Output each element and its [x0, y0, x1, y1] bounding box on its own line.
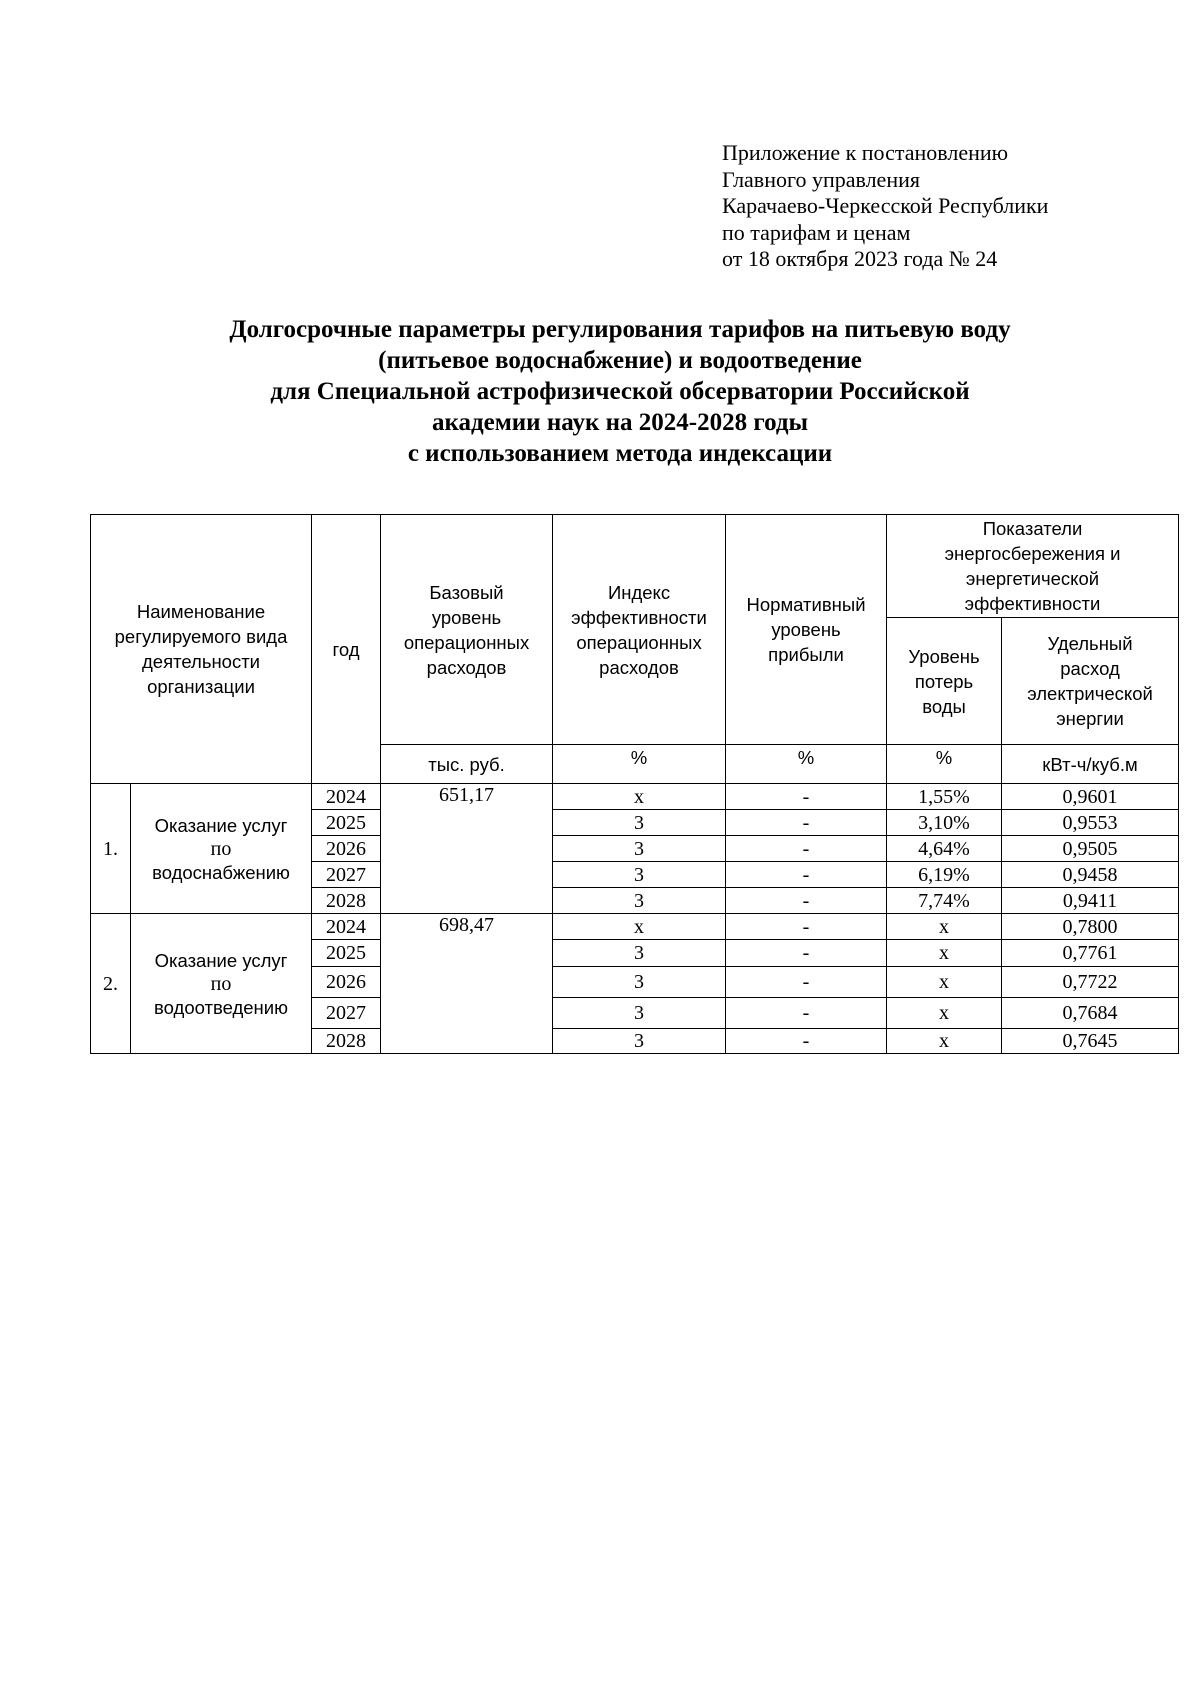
title-line: академии наук на 2024-2028 годы — [431, 409, 809, 436]
activity-name-line: по — [210, 837, 232, 860]
loss-cell: 7,74% — [887, 888, 1002, 914]
profit-cell: - — [726, 836, 887, 862]
activity-name-line: Оказание услуг — [154, 949, 288, 971]
header-base-cost — [381, 515, 553, 745]
header-year — [312, 515, 381, 784]
loss-cell: 1,55% — [887, 784, 1002, 810]
title-line: для Специальной астрофизической обсерватории Российской — [270, 378, 970, 405]
header-base-cost-line: уровень — [431, 606, 502, 628]
unit-electricity: кВт-ч/куб.м — [1002, 745, 1179, 784]
year-cell: 2028 — [312, 1029, 381, 1054]
electricity-cell: 0,7722 — [1002, 967, 1179, 998]
activity-name-line: водоотведению — [154, 996, 288, 1018]
profit-cell: - — [726, 940, 887, 967]
table-row — [91, 784, 1179, 810]
year-cell: 2024 — [312, 914, 381, 940]
annex-line: по тарифам и ценам — [722, 219, 911, 245]
electricity-cell: 0,7645 — [1002, 1029, 1179, 1054]
profit-cell: - — [726, 862, 887, 888]
header-electricity-line: Удельный — [1047, 633, 1133, 654]
loss-cell: х — [887, 967, 1002, 998]
profit-cell: - — [726, 784, 887, 810]
header-energy-group — [887, 515, 1179, 618]
header-profit-line: уровень — [771, 619, 841, 640]
header-electricity — [1002, 618, 1179, 745]
row-number: 2. — [91, 914, 131, 1054]
electricity-cell: 0,7684 — [1002, 998, 1179, 1029]
electricity-cell: 0,7761 — [1002, 940, 1179, 967]
profit-cell: - — [726, 810, 887, 836]
title-line: (питьевое водоснабжение) и водоотведение — [378, 347, 862, 374]
header-electricity-line: энергии — [1056, 708, 1124, 729]
header-energy-line: эффективности — [964, 593, 1101, 614]
header-efficiency-line: Индекс — [607, 581, 671, 603]
year-cell: 2027 — [312, 862, 381, 888]
header-profit-line: Нормативный — [746, 594, 866, 615]
annex-header — [722, 140, 1142, 273]
profit-cell: - — [726, 888, 887, 914]
table-row — [91, 914, 1179, 940]
annex-line: Приложение к постановлению — [722, 140, 1009, 165]
year-cell: 2027 — [312, 998, 381, 1029]
header-base-cost-line: Базовый — [429, 581, 504, 603]
header-activity-line: регулируемого вида — [114, 626, 288, 647]
year-cell: 2025 — [312, 940, 381, 967]
index-cell: 3 — [553, 940, 726, 967]
header-efficiency-index — [553, 515, 726, 745]
base-cost-cell: 651,17 — [381, 784, 553, 914]
profit-cell: - — [726, 914, 887, 940]
base-cost-cell: 698,47 — [381, 914, 553, 1054]
profit-cell: - — [726, 998, 887, 1029]
loss-cell: х — [887, 998, 1002, 1029]
index-cell: 3 — [553, 967, 726, 998]
electricity-cell: 0,9411 — [1002, 888, 1179, 914]
header-activity-line: организации — [147, 676, 255, 697]
electricity-cell: 0,9458 — [1002, 862, 1179, 888]
index-cell: 3 — [553, 1029, 726, 1054]
header-activity — [91, 515, 312, 784]
electricity-cell: 0,7800 — [1002, 914, 1179, 940]
tariff-parameters-table — [90, 514, 1179, 1054]
header-water-loss — [887, 618, 1002, 745]
header-profit-line: прибыли — [768, 644, 844, 665]
loss-cell: 4,64% — [887, 836, 1002, 862]
index-cell: 3 — [553, 836, 726, 862]
row-number: 1. — [91, 784, 131, 914]
loss-cell: х — [887, 940, 1002, 967]
annex-line: Карачаево-Черкесской Республики — [722, 193, 1049, 218]
header-water-loss-line: воды — [922, 695, 966, 717]
header-profit — [726, 515, 887, 745]
year-cell: 2026 — [312, 967, 381, 998]
activity-name-line: по — [210, 972, 232, 995]
header-activity-line: Наименование — [136, 601, 266, 622]
header-water-loss-line: Уровень — [908, 645, 980, 667]
year-cell: 2025 — [312, 810, 381, 836]
header-water-loss-line: потерь — [914, 670, 974, 692]
header-efficiency-line: расходов — [599, 656, 679, 678]
header-electricity-line: электрической — [1027, 683, 1153, 704]
electricity-cell: 0,9601 — [1002, 784, 1179, 810]
loss-cell: 3,10% — [887, 810, 1002, 836]
title-line: Долгосрочные параметры регулирования тарифов на питьевую воду — [229, 316, 1011, 343]
unit-base-cost: тыс. руб. — [381, 745, 553, 784]
electricity-cell: 0,9505 — [1002, 836, 1179, 862]
index-cell: 3 — [553, 888, 726, 914]
index-cell: 3 — [553, 862, 726, 888]
header-base-cost-line: операционных — [403, 631, 530, 653]
activity-name — [131, 914, 312, 1054]
electricity-cell: 0,9553 — [1002, 810, 1179, 836]
activity-name — [131, 784, 312, 914]
unit-efficiency-index: % — [553, 745, 726, 784]
index-cell: х — [553, 784, 726, 810]
activity-name-line: Оказание услуг — [154, 814, 288, 836]
header-electricity-line: расход — [1060, 658, 1120, 679]
year-cell: 2026 — [312, 836, 381, 862]
annex-line: от 18 октября 2023 года № 24 — [722, 246, 998, 271]
unit-water-loss: % — [887, 745, 1002, 784]
header-base-cost-line: расходов — [426, 656, 507, 678]
index-cell: х — [553, 914, 726, 940]
index-cell: 3 — [553, 998, 726, 1029]
index-cell: 3 — [553, 810, 726, 836]
document-title — [120, 314, 1120, 469]
loss-cell: 6,19% — [887, 862, 1002, 888]
header-activity-line: деятельности — [141, 651, 261, 672]
header-energy-line: энергосбережения и — [944, 543, 1121, 564]
activity-name-line: водоснабжению — [152, 861, 290, 883]
header-efficiency-line: эффективности — [571, 606, 707, 628]
header-energy-line: энергетической — [965, 568, 1100, 589]
header-year-label: год — [332, 638, 360, 660]
unit-profit: % — [726, 745, 887, 784]
header-energy-line: Показатели — [982, 518, 1083, 539]
year-cell: 2028 — [312, 888, 381, 914]
loss-cell: х — [887, 914, 1002, 940]
annex-line: Главного управления — [722, 166, 920, 192]
loss-cell: х — [887, 1029, 1002, 1054]
year-cell: 2024 — [312, 784, 381, 810]
header-efficiency-line: операционных — [576, 631, 702, 653]
profit-cell: - — [726, 967, 887, 998]
profit-cell: - — [726, 1029, 887, 1054]
title-line: с использованием метода индексации — [407, 440, 833, 467]
